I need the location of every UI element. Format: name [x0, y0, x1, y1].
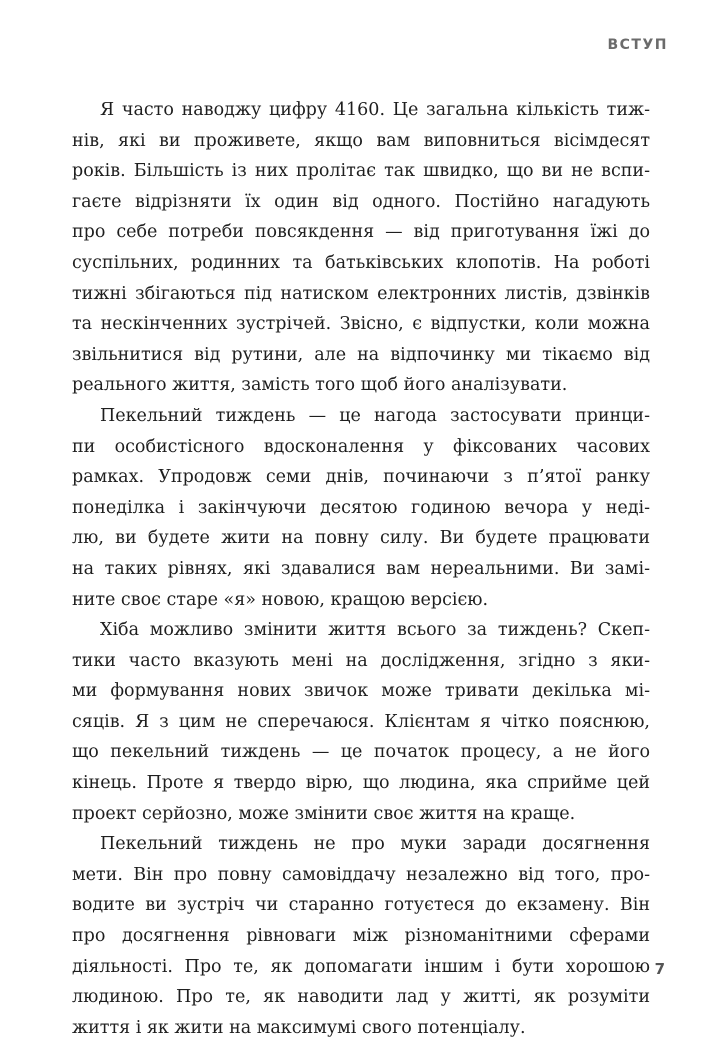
- text-line: про себе потреби повсякдення — від приготування їжі до: [72, 222, 650, 243]
- text-line: про досягнення рівноваги між різноманітними сферами: [72, 926, 650, 947]
- paragraph: [72, 615, 650, 829]
- text-line: водите ви зустріч чи старанно готуєтеся до екзамену. Він: [72, 895, 650, 916]
- text-line: на таких рівнях, які здавалися вам нереальними. Ви замі-: [72, 558, 650, 579]
- text-line: понеділка і закінчуючи десятою годиною вечора у неді-: [72, 497, 650, 518]
- text-line: Пекельний тиждень — це нагода застосувати принци-: [100, 405, 650, 426]
- paragraph: [72, 401, 650, 615]
- text-line: проект серйозно, може змінити своє життя на краще.: [72, 803, 576, 824]
- body-text: [72, 95, 650, 1043]
- text-line: Пекельний тиждень не про муки заради досягнення: [100, 834, 650, 855]
- text-line: звільнитися від рутини, але на відпочинку ми тікаємо від: [72, 344, 650, 365]
- text-line: мети. Він про повну самовіддачу незалежно від того, про-: [72, 864, 650, 885]
- text-line: ми формування нових звичок може тривати декілька мі-: [72, 681, 650, 702]
- text-line: гаєте відрізняти їх один від одного. Постійно нагадують: [72, 191, 650, 212]
- text-line: людиною. Про те, як наводити лад у житті, як розуміти: [72, 987, 650, 1008]
- text-line: реального життя, замість того щоб його аналізувати.: [72, 375, 568, 396]
- text-line: життя і як жити на максимумі свого потенціалу.: [72, 1017, 526, 1038]
- text-line: ните своє старе «я» новою, кращою версією.: [72, 589, 489, 610]
- text-line: Хіба можливо змінити життя всього за тиждень? Скеп-: [100, 620, 650, 641]
- text-line: пи особистісного вдосконалення у фіксованих часових: [72, 436, 650, 457]
- text-line: суспільних, родинних та батьківських клопотів. На роботі: [72, 252, 650, 273]
- paragraph: [72, 95, 650, 401]
- text-line: що пекельний тиждень — це початок процесу, а не його: [72, 742, 650, 763]
- text-line: рамках. Упродовж семи днів, починаючи з п’ятої ранку: [72, 467, 650, 488]
- text-line: сяців. Я з цим не сперечаюся. Клієнтам я чітко пояснюю,: [72, 711, 650, 732]
- text-line: Я часто наводжу цифру 4160. Це загальна кількість тиж-: [100, 100, 650, 120]
- text-line: лю, ви будете жити на повну силу. Ви будете працювати: [72, 528, 650, 549]
- text-line: тижні збігаються під натиском електронних листів, дзвінків: [72, 283, 650, 304]
- text-line: кінець. Проте я твердо вірю, що людина, яка сприйме цей: [72, 773, 650, 794]
- text-line: діяльності. Про те, як допомагати іншим і бути хорошою: [72, 956, 650, 977]
- paragraph: [72, 829, 650, 1043]
- text-line: років. Більшість із них пролітає так швидко, що ви не вспи-: [72, 161, 650, 182]
- text-line: нів, які ви проживете, якщо вам виповниться вісімдесят: [72, 130, 650, 151]
- page-number: 7: [654, 960, 665, 978]
- text-line: тики часто вказують мені на дослідження, згідно з яки-: [72, 650, 650, 671]
- text-line: та нескінченних зустрічей. Звісно, є відпустки, коли можна: [72, 314, 650, 335]
- running-header-title: ВСТУП: [607, 37, 668, 53]
